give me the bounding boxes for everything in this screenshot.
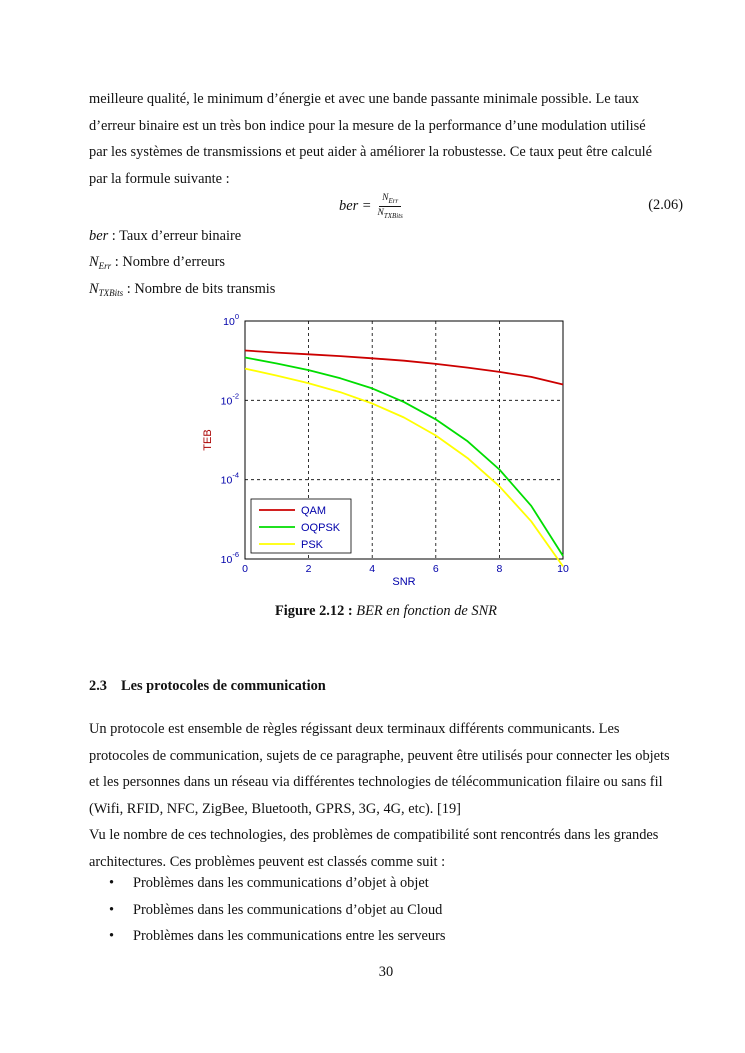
section-number: 2.3 bbox=[89, 678, 107, 694]
list-item-text: Problèmes dans les communications entre les serveurs bbox=[133, 928, 446, 944]
figure-caption-text: BER en fonction de SNR bbox=[352, 603, 497, 619]
x-tick-label: 10 bbox=[557, 563, 569, 575]
list-item bbox=[109, 923, 446, 950]
definition-nerr bbox=[89, 254, 225, 271]
definition-text: : Nombre d’erreurs bbox=[111, 254, 226, 270]
equation-fraction bbox=[378, 193, 403, 220]
definition-subscript: Err bbox=[98, 261, 112, 271]
intro-line: par les systèmes de transmissions et peut aider à améliorer la robustesse. Ce taux peut être calculé bbox=[89, 144, 653, 160]
bullet-glyph: • bbox=[109, 901, 115, 918]
y-tick-label: $10^{-2}$ bbox=[220, 391, 239, 408]
definition-symbol: ber bbox=[89, 228, 109, 244]
y-tick-label: $10^{-6}$ bbox=[220, 550, 239, 566]
chart-legend bbox=[251, 499, 351, 553]
numerator-main: N bbox=[382, 192, 389, 203]
y-axis-label: TEB bbox=[202, 429, 214, 451]
paragraph-line: Vu le nombre de ces technologies, des problèmes de compatibilité sont rencontrés dans les grandes bbox=[89, 827, 659, 843]
equation-lhs: ber = bbox=[339, 197, 372, 214]
equation bbox=[339, 191, 403, 221]
x-tick-label: 4 bbox=[369, 563, 376, 575]
paragraph-line: architectures. Ces problèmes peuvent est classés comme suit : bbox=[89, 853, 446, 870]
definition-symbol: N bbox=[89, 281, 99, 297]
paragraph-line: protocoles de communication, sujets de ce paragraphe, peuvent être utilisés pour connecter les objets bbox=[89, 747, 670, 764]
definition-subscript: TXBits bbox=[98, 288, 124, 298]
section-title: Les protocoles de communication bbox=[121, 678, 326, 694]
list-item-text: Problèmes dans les communications d’objet au Cloud bbox=[133, 901, 443, 918]
equation-row bbox=[89, 191, 683, 225]
denominator-sub: TXBits bbox=[383, 211, 403, 220]
figure-caption bbox=[89, 603, 683, 620]
legend-label-psk: PSK bbox=[301, 539, 324, 551]
definition-ber bbox=[89, 228, 241, 245]
bullet-glyph: • bbox=[109, 875, 115, 891]
legend-label-oqpsk: OQPSK bbox=[301, 522, 341, 534]
list-item-text: Problèmes dans les communications d’objet à objet bbox=[133, 875, 429, 891]
figure-label: Figure 2.12 : bbox=[275, 603, 353, 619]
denominator-main: N bbox=[377, 207, 384, 218]
x-tick-label: 0 bbox=[242, 563, 248, 575]
x-axis-label: SNR bbox=[392, 576, 416, 588]
definition-symbol: N bbox=[89, 254, 99, 270]
definition-text: : Nombre de bits transmis bbox=[123, 281, 276, 297]
paragraph-line: et les personnes dans un réseau via différentes technologies de télécommunication filaire ou sans fil bbox=[89, 774, 663, 790]
numerator-sub: Err bbox=[388, 196, 399, 205]
definition-text: : Taux d’erreur binaire bbox=[108, 228, 242, 244]
bullet-glyph: • bbox=[109, 928, 115, 944]
list-item bbox=[109, 870, 446, 897]
x-tick-label: 6 bbox=[432, 563, 439, 575]
section-heading bbox=[89, 678, 340, 695]
equation-numerator bbox=[379, 193, 401, 207]
paragraph-line: (Wifi, RFID, NFC, ZigBee, Bluetooth, GPRS, 3G, 4G, etc). [19] bbox=[89, 800, 461, 817]
equation-denominator bbox=[378, 207, 403, 220]
intro-paragraph bbox=[89, 86, 683, 192]
paragraph-line: Un protocole est ensemble de règles régissant deux terminaux différents communicants. Les bbox=[89, 721, 620, 737]
y-tick-label: $10^0$ bbox=[223, 312, 239, 328]
definition-ntxbits bbox=[89, 281, 275, 298]
x-tick-label: 8 bbox=[496, 563, 503, 575]
page-number: 30 bbox=[378, 964, 394, 980]
bullet-list bbox=[109, 870, 446, 950]
intro-line: d’erreur binaire est un très bon indice pour la mesure de la performance d’une modulation utilisé bbox=[89, 117, 646, 134]
intro-line: meilleure qualité, le minimum d’énergie et avec une bande passante minimale possible. Le taux bbox=[89, 91, 639, 107]
x-tick-label: 2 bbox=[305, 563, 312, 575]
legend-label-qam: QAM bbox=[301, 505, 327, 517]
intro-line: par la formule suivante : bbox=[89, 170, 230, 187]
list-item bbox=[109, 897, 446, 924]
protocol-paragraph bbox=[89, 716, 683, 875]
y-tick-label: $10^{-4}$ bbox=[220, 470, 239, 487]
ber-chart bbox=[190, 308, 580, 598]
equation-number: (2.06) bbox=[648, 197, 683, 213]
